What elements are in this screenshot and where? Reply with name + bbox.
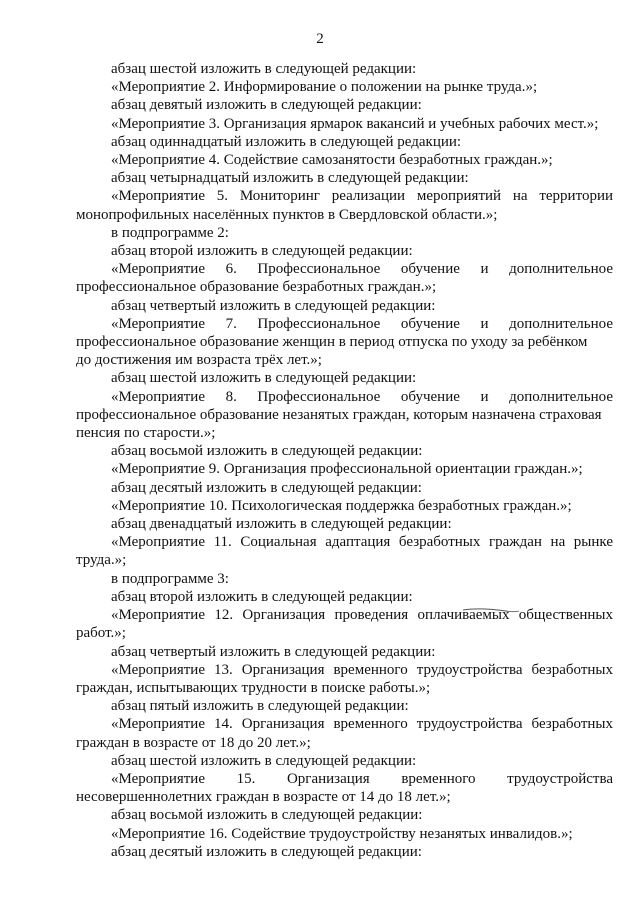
paragraph-line: «Мероприятие 3. Организация ярмарок вакансий и учебных рабочих мест.»; bbox=[111, 115, 599, 132]
paragraph-line: абзац десятый изложить в следующей редакции: bbox=[111, 843, 422, 860]
paragraph-line: в подпрограмме 2: bbox=[111, 224, 229, 241]
paragraph-line: профессиональное образование женщин в период отпуска по уходу за ребёнком bbox=[76, 334, 588, 351]
paragraph-line: абзац четырнадцатый изложить в следующей редакции: bbox=[111, 170, 469, 187]
paragraph-line: «Мероприятие 4. Содействие самозанятости безработных граждан.»; bbox=[111, 152, 553, 169]
paragraph-line: профессиональное образование безработных граждан.»; bbox=[76, 279, 437, 296]
paragraph-line: до достижения им возраста трёх лет.»; bbox=[76, 352, 322, 369]
paragraph-line: несовершеннолетних граждан в возрасте от 14 до 18 лет.»; bbox=[76, 789, 451, 806]
paragraph-line: «Мероприятие 8. Профессиональное обучение и дополнительное bbox=[111, 388, 613, 405]
paragraph-line: пенсия по старости.»; bbox=[76, 425, 216, 442]
paragraph-line: «Мероприятие 11. Социальная адаптация безработных граждан на рынке bbox=[111, 534, 613, 551]
paragraph-line: абзац одиннадцатый изложить в следующей редакции: bbox=[111, 133, 462, 150]
paragraph-line: «Мероприятие 14. Организация временного трудоустройства безработных bbox=[111, 716, 613, 733]
paragraph-line: абзац шестой изложить в следующей редакции: bbox=[111, 370, 417, 387]
paragraph-line: граждан в возрасте от 18 до 20 лет.»; bbox=[76, 734, 311, 751]
paragraph-line: абзац шестой изложить в следующей редакции: bbox=[111, 752, 417, 769]
paragraph-line: «Мероприятие 5. Мониторинг реализации мероприятий на территории bbox=[111, 188, 613, 205]
paragraph-line: абзац четвертый изложить в следующей редакции: bbox=[111, 297, 436, 314]
paragraph-line: абзац пятый изложить в следующей редакции: bbox=[111, 698, 409, 715]
paragraph-line: абзац четвертый изложить в следующей редакции: bbox=[111, 643, 436, 660]
paragraph-line: абзац второй изложить в следующей редакции: bbox=[111, 243, 413, 260]
paragraph-line: «Мероприятие 13. Организация временного трудоустройства безработных bbox=[111, 661, 613, 678]
paragraph-line: абзац шестой изложить в следующей редакции: bbox=[111, 61, 417, 77]
paragraph-line: труда.»; bbox=[76, 552, 127, 569]
document-body bbox=[76, 60, 613, 861]
paragraph-line: абзац девятый изложить в следующей редакции: bbox=[111, 97, 422, 114]
paragraph-line: монопрофильных населённых пунктов в Свердловской области.»; bbox=[76, 206, 498, 223]
paragraph-line: в подпрограмме 3: bbox=[111, 570, 229, 587]
page-number: 2 bbox=[316, 31, 324, 47]
pen-mark bbox=[462, 607, 520, 615]
paragraph-line: абзац восьмой изложить в следующей редакции: bbox=[111, 443, 423, 460]
paragraph-line: «Мероприятие 10. Психологическая поддержка безработных граждан.»; bbox=[111, 497, 572, 514]
paragraph-line: абзац второй изложить в следующей редакции: bbox=[111, 588, 413, 605]
paragraph-line: «Мероприятие 16. Содействие трудоустройству незанятых инвалидов.»; bbox=[111, 825, 573, 842]
paragraph-line: «Мероприятие 15. Организация временного трудоустройства bbox=[111, 770, 613, 787]
paragraph-line: «Мероприятие 6. Профессиональное обучение и дополнительное bbox=[111, 261, 613, 278]
paragraph-line: «Мероприятие 2. Информирование о положении на рынке труда.»; bbox=[111, 79, 538, 96]
paragraph-line: граждан, испытывающих трудности в поиске работы.»; bbox=[76, 679, 431, 696]
paragraph-line: «Мероприятие 9. Организация профессиональной ориентации граждан.»; bbox=[111, 461, 583, 478]
paragraph-line: абзац десятый изложить в следующей редакции: bbox=[111, 479, 422, 496]
paragraph-line: работ.»; bbox=[76, 625, 126, 642]
paragraph-line: абзац восьмой изложить в следующей редакции: bbox=[111, 807, 423, 824]
paragraph-line: «Мероприятие 7. Профессиональное обучение и дополнительное bbox=[111, 315, 613, 332]
paragraph-line: абзац двенадцатый изложить в следующей редакции: bbox=[111, 516, 452, 533]
paragraph-line: профессиональное образование незанятых граждан, которым назначена страховая bbox=[76, 406, 602, 423]
paragraph-line: «Мероприятие 12. Организация проведения оплачиваемых общественных bbox=[111, 607, 613, 624]
